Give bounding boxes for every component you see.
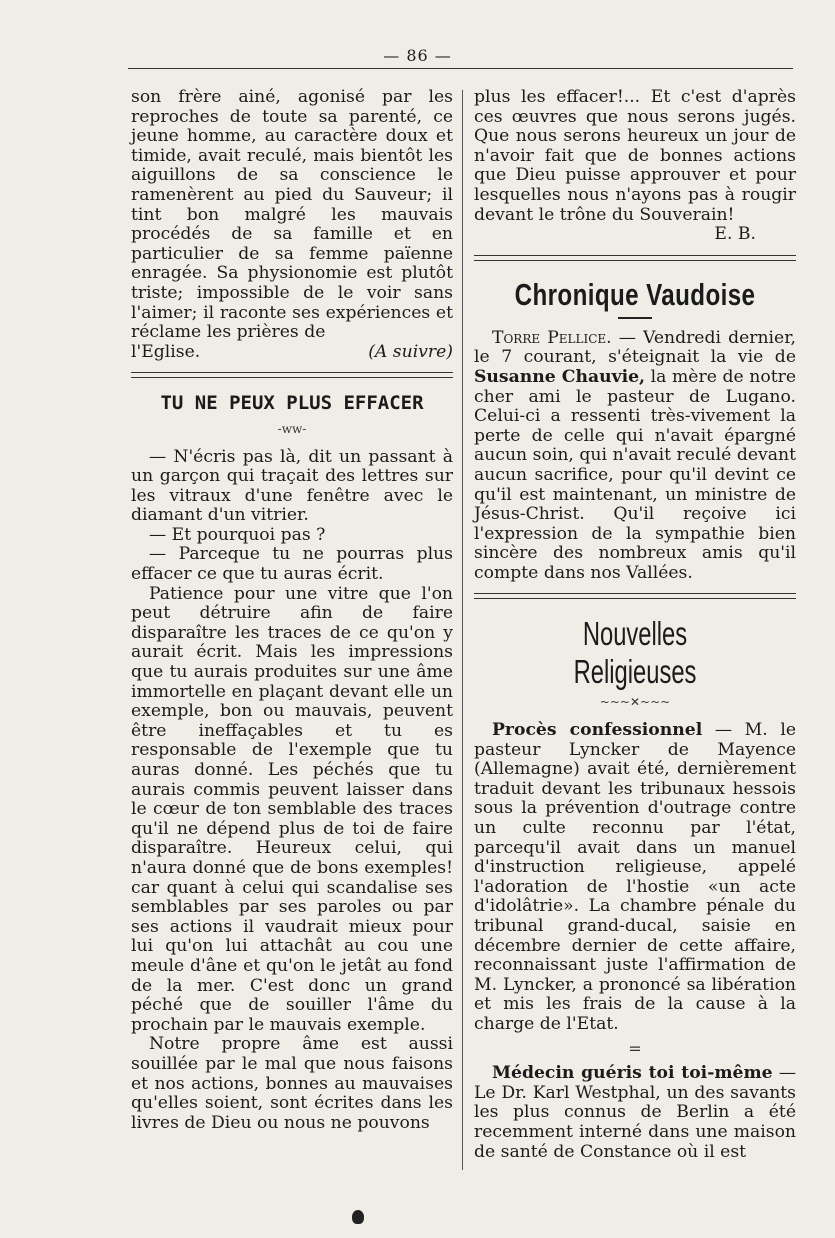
chronique-rule: [618, 317, 652, 319]
section-rule: [474, 593, 796, 599]
chronique-title: Chronique Vaudoise: [514, 276, 756, 312]
medecin-paragraph: [474, 1064, 796, 1162]
proces-title: Procès confessionnel: [492, 720, 703, 741]
chronique-place: Torre Pellice.: [492, 327, 612, 348]
section-rule: [131, 372, 453, 378]
header-rule: [128, 68, 793, 69]
paragraph-1: — N'écris pas là, dit un passant à un garçon qui traçait des lettres sur les vitraux d'une fenêtre avec le diamant d'un vitrier.: [131, 446, 453, 526]
chronique-text-b: la mère de notre cher ami le pasteur de Lugano. Celui-ci a ressenti très-vivement la perte de celle qui n'avait épargné aucun soin, qui n'avait reculé devant aucun sacrifice, pour qu'il devint ce qu'il est maintenant, un ministre de Jésus-Christ. Qu'il reçoive ici l'expression de la sympathie bien sincère des nombreux amis qu'il compte dans nos Vallées.: [474, 366, 796, 583]
paragraph-5: Notre propre âme est aussi souillée par le mal que nous faisons et nos actions, bonnes au mauvaises qu'elles soient, sont écrites dans les livres de Dieu ou nous ne pouvons: [131, 1034, 453, 1133]
chronique-text-a: — Vendredi dernier, le 7 courant, s'éteignait la vie de: [474, 327, 796, 368]
title-ornament: -ww-: [277, 421, 307, 436]
ink-blot-ornament: [352, 1210, 364, 1224]
nouvelles-title: Nouvelles Religieuses: [573, 615, 697, 691]
nouvelles-ornament: ~~~✕~~~: [599, 695, 671, 710]
right-column: [474, 88, 796, 1162]
page-number: — 86 —: [383, 46, 452, 65]
proces-paragraph: [474, 721, 796, 1035]
paragraph-3: — Parceque tu ne pourras plus effacer ce que tu auras écrit.: [131, 544, 453, 585]
paragraph-4: Patience pour une vitre que l'on peut détruire afin de faire disparaître les traces de ce qu'on y aurait écrit. Mais les impressions que tu aurais produites sur une âme immortelle en plaçant devant elle un exemple, bon ou mauvais, peuvent être ineffaçables et tu es responsable de l'exemple que tu auras donné. Les péchés que tu aurais commis peuvent laisser dans le cœur de ton semblable des traces qu'il ne dépend plus de toi de faire disparaître. Heureux celui, qui n'aura donné que de bons exemples! car quant à celui qui scandalise ses semblables par ses paroles ou par ses actions il vaudrait mieux pour lui qu'on lui attachât au cou une meule d'âne et qu'on le jetât au fond de la mer. C'est donc un grand péché que de souiller l'âme du prochain par le mauvais exemple.: [131, 583, 453, 1035]
chronique-name: Susanne Chauvie,: [474, 366, 646, 387]
paragraph-2: — Et pourquoi pas ?: [149, 524, 326, 545]
intro-closing-line: [131, 343, 453, 363]
chronique-paragraph: [474, 329, 796, 584]
intro-last-word: l'Eglise.: [131, 341, 201, 362]
intro-paragraph: son frère ainé, agonisé par les reproches de toute sa parenté, ce jeune homme, au caractère doux et timide, avait reculé, mais bientôt les aiguillons de sa conscience le ramenèrent au pied du Sauveur; il tint bon malgré les mauvais procédés de sa famille et en particulier de sa femme païenne enragée. Sa physionomie est plutôt triste; impossible de le voir sans l'aimer; il raconte ses expériences et réclame les prières de: [131, 87, 453, 343]
proces-text: — M. le pasteur Lyncker de Mayence (Allemagne) avait été, dernièrement traduit devant les tribunaux hessois sous la prévention d'outrage contre un culte reconnu par l'état, parcequ'il avait dans un manuel d'instruction religieuse, appelé l'adoration de l'hostie «un acte d'idolâtrie». La chambre pénale du tribunal grand-ducal, saisie en décembre dernier de cette affaire, reconnaissant juste l'affirmation de M. Lyncker, a prononcé sa libération et mis les frais de la cause à la charge de l'Etat.: [474, 720, 796, 1034]
continuation-paragraph: plus les effacer!... Et c'est d'après ces œuvres que nous serons jugés. Que nous serons heureux un jour de n'avoir fait que de bonnes actions que Dieu puisse approuver et pour lesquelles nous n'ayons pas à rougir devant le trône du Souverain!: [474, 87, 796, 225]
left-column: [131, 88, 453, 1133]
medecin-title: Médecin guéris toi toi-même: [492, 1063, 773, 1084]
medecin-text: — Le Dr. Karl Westphal, un des savants les plus connus de Berlin a été recemment interné dans une maison de santé de Constance où il est: [474, 1063, 797, 1162]
signature: E. B.: [714, 224, 756, 245]
to-be-continued: (A suivre): [368, 341, 453, 362]
article-title: TU NE PEUX PLUS EFFACER: [160, 392, 424, 415]
article-separator: =: [628, 1038, 642, 1058]
column-divider: [462, 90, 463, 1170]
section-rule: [474, 255, 796, 261]
